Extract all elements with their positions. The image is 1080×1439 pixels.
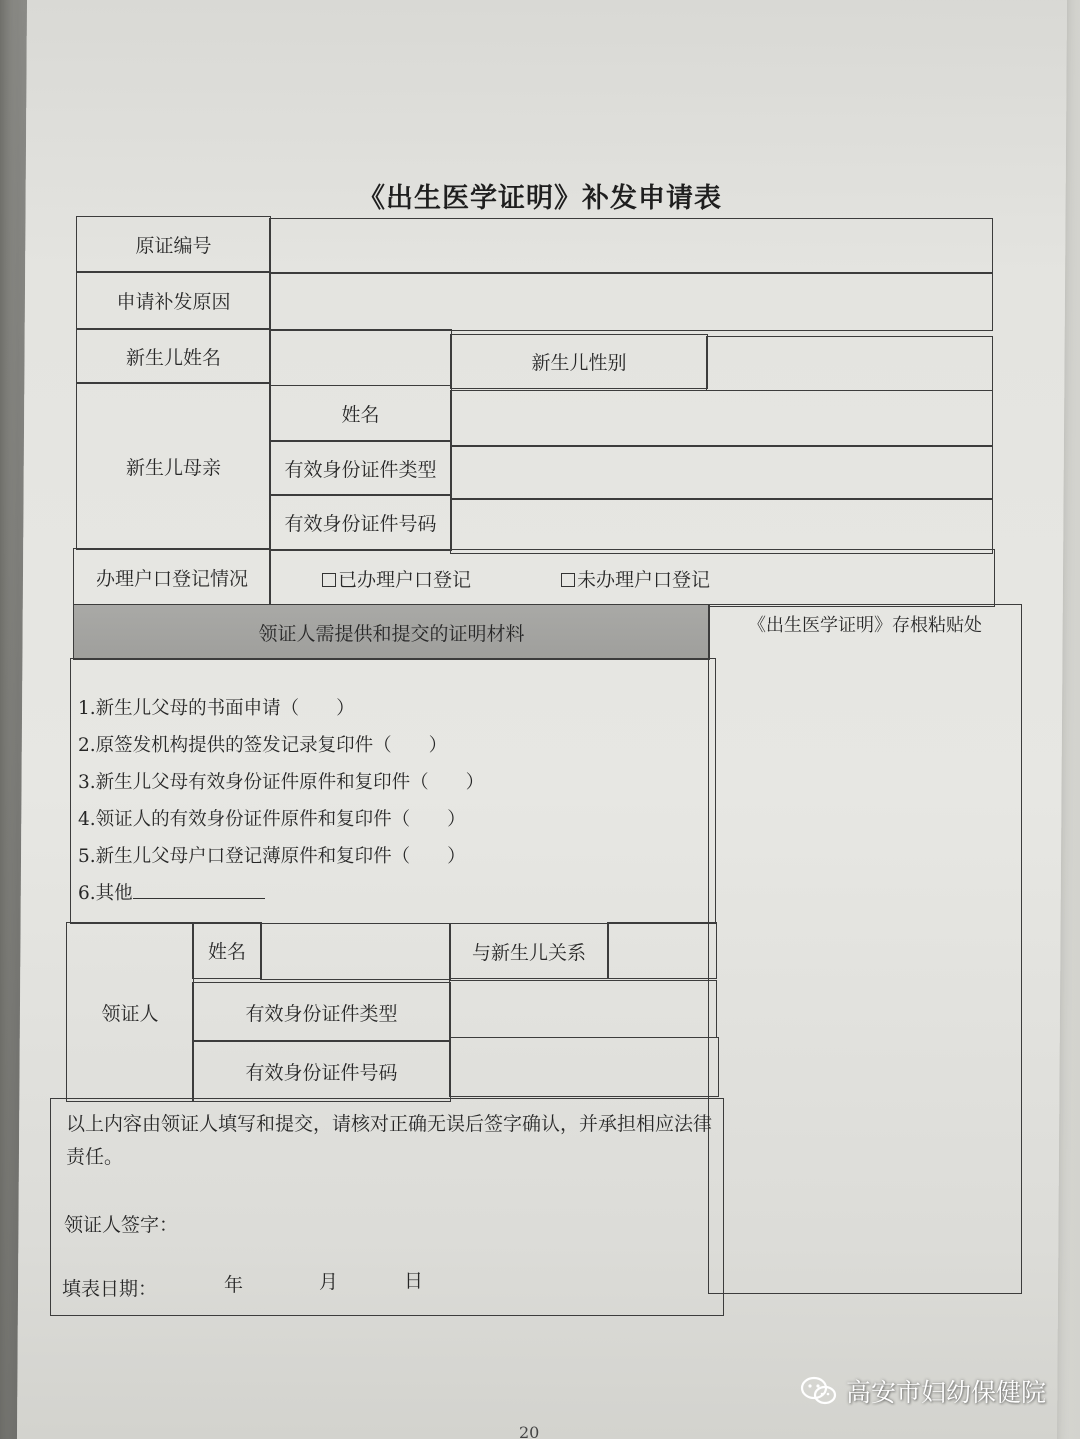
form-title: 《出生医学证明》补发申请表 [358, 183, 722, 214]
date-day: 日 [404, 1270, 424, 1292]
recipient-relationship-label: 与新生儿关系 [449, 923, 609, 979]
stub-paste-area [708, 604, 1022, 1294]
recipient-id-type-field[interactable] [449, 980, 717, 1038]
signature-label: 领证人签字： [64, 1214, 179, 1236]
mother-id-number-label: 有效身份证件号码 [269, 494, 452, 551]
newborn-gender-field[interactable] [706, 336, 993, 391]
newborn-gender-label: 新生儿性别 [450, 334, 708, 389]
household-status-options [269, 549, 995, 607]
recipient-label: 领证人 [66, 922, 194, 1102]
mother-id-type-field[interactable] [450, 445, 993, 500]
declaration-text: 以上内容由领证人填写和提交，请核对正确无误后签字确认，并承担相应法律责任。 [66, 1113, 713, 1168]
recipient-name-label: 姓名 [192, 922, 262, 979]
mother-id-type-label: 有效身份证件类型 [269, 440, 452, 496]
recipient-relationship-field[interactable] [607, 922, 717, 979]
mother-name-field[interactable] [450, 390, 993, 447]
other-blank-line[interactable] [133, 880, 265, 899]
mother-id-number-field[interactable] [450, 498, 993, 554]
recipient-id-type-label: 有效身份证件类型 [192, 982, 451, 1042]
newborn-name-label: 新生儿姓名 [76, 328, 271, 384]
registered-checkbox[interactable] [322, 573, 336, 587]
recipient-id-number-label: 有效身份证件号码 [192, 1040, 451, 1102]
recipient-id-number-field[interactable] [449, 1037, 719, 1097]
newborn-name-field[interactable] [269, 329, 452, 386]
material-item: 4.领证人的有效身份证件原件和复印件（ ） [78, 809, 466, 830]
unregistered-checkbox[interactable] [561, 573, 575, 587]
date-label: 填表日期： [62, 1278, 158, 1300]
page-number: 20 [519, 1423, 540, 1439]
unregistered-option[interactable]: 未办理户口登记 [561, 565, 710, 592]
mother-name-label: 姓名 [269, 385, 452, 442]
mother-label: 新生儿母亲 [76, 382, 271, 550]
material-item-other: 6.其他 [78, 875, 484, 912]
registered-option[interactable]: 已办理户口登记 [322, 565, 471, 592]
household-status-label: 办理户口登记情况 [73, 548, 271, 606]
material-item: 5.新生儿父母户口登记薄原件和复印件（ ） [78, 846, 466, 867]
material-item: 2.原签发机构提供的签发记录复印件（ ） [78, 735, 448, 756]
materials-header: 领证人需提供和提交的证明材料 [73, 604, 710, 660]
recipient-name-field[interactable] [260, 923, 451, 980]
materials-list [78, 690, 484, 912]
original-cert-no-label: 原证编号 [76, 216, 271, 273]
stub-paste-label: 《出生医学证明》存根粘贴处 [748, 615, 982, 636]
reissue-reason-field[interactable] [269, 272, 993, 331]
watermark-text: 高安市妇幼保健院 [845, 1378, 1046, 1407]
original-cert-no-field[interactable] [269, 218, 993, 274]
reissue-reason-label: 申请补发原因 [76, 271, 271, 330]
material-item: 3.新生儿父母有效身份证件原件和复印件（ ） [78, 772, 485, 793]
date-month: 月 [319, 1271, 339, 1293]
wechat-icon [800, 1375, 838, 1407]
watermark [800, 1372, 1046, 1410]
material-item: 1.新生儿父母的书面申请（ ） [78, 698, 355, 719]
date-year: 年 [224, 1274, 244, 1296]
